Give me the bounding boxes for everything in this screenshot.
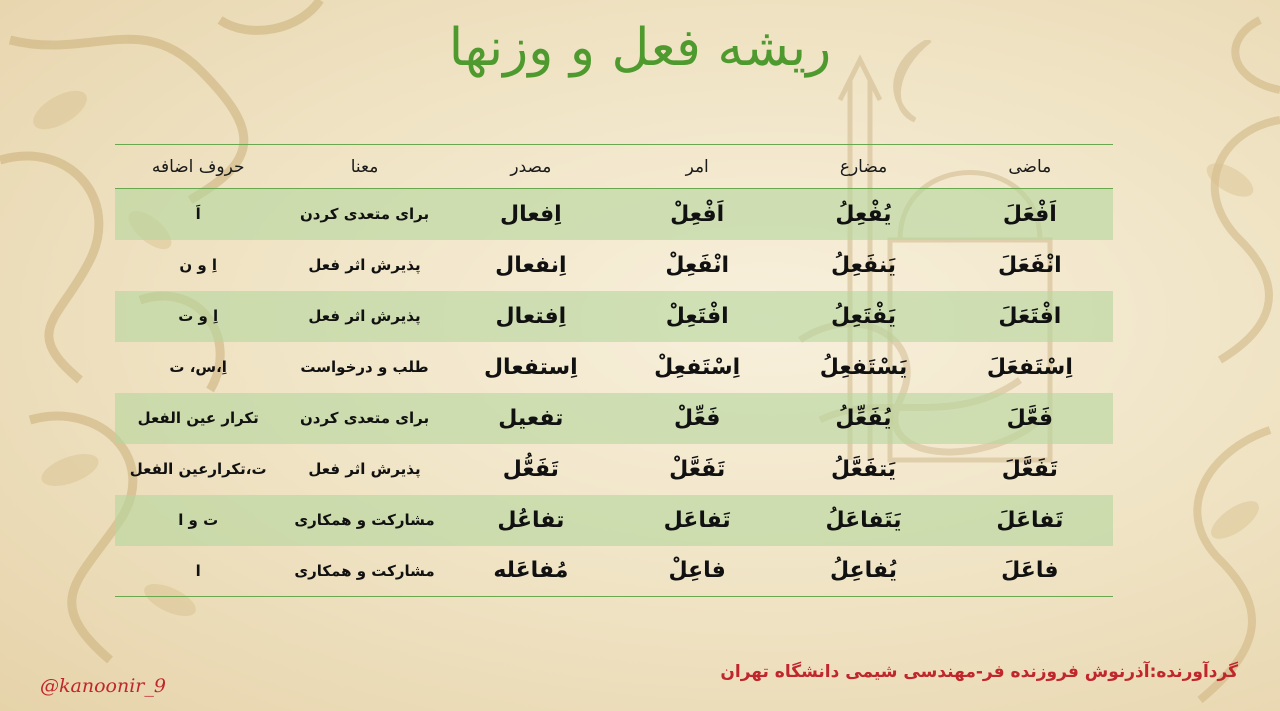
verb-patterns-table [115, 144, 1113, 597]
cell-present: یَسْتَفعِلُ [819, 354, 908, 380]
cell-meaning: مشارکت و همکاری [294, 561, 435, 580]
cell-imperative: افْتَعِلْ [665, 303, 729, 329]
cell-past: اَفْعَلَ [1002, 201, 1057, 227]
cell-added-letters: اِ و ن [179, 256, 218, 274]
cell-present: یَتَفاعَلُ [825, 507, 902, 533]
cell-imperative: فاعِلْ [668, 558, 726, 584]
cell-infinitive: اِنفعال [495, 252, 567, 278]
cell-past: افْتَعَلَ [998, 303, 1062, 329]
cell-past: تَفاعَلَ [996, 507, 1064, 533]
cell-added-letters: اَ [195, 205, 201, 224]
cell-present: یَنفَعِلُ [830, 252, 897, 278]
verb-patterns-table-wrapper [115, 144, 1113, 597]
table-row [115, 240, 1113, 291]
table-row [115, 546, 1113, 597]
cell-meaning: برای متعدی کردن [299, 409, 430, 427]
cell-present: یَفْتَعِلُ [830, 303, 897, 329]
header-imperative: امر [685, 156, 709, 177]
cell-infinitive: مُفاعَله [493, 558, 569, 584]
cell-past: اِسْتَفعَلَ [986, 354, 1073, 380]
table-row [115, 189, 1113, 240]
cell-infinitive: اِفعال [499, 201, 562, 227]
header-added-letters: حروف اضافه [151, 156, 245, 177]
channel-handle: @kanoonir_9 [40, 675, 166, 697]
cell-past: انْفَعَلَ [997, 252, 1062, 278]
cell-imperative: انْفَعِلْ [665, 252, 730, 278]
cell-past: فاعَلَ [1001, 558, 1059, 584]
cell-added-letters: ت،تکرارعین الفعل [129, 460, 267, 478]
table-row [115, 495, 1113, 546]
table-header-row [115, 145, 1113, 189]
cell-meaning: پذیرش اثر فعل [308, 460, 421, 478]
header-infinitive: مصدر [510, 156, 552, 177]
cell-present: یُفَعِّلُ [835, 405, 892, 431]
cell-infinitive: اِفتعال [495, 303, 567, 329]
cell-added-letters: تکرار عین الفعل [137, 409, 259, 427]
cell-added-letters: اِ و ت [178, 307, 219, 325]
cell-present: یُفاعِلُ [829, 558, 898, 584]
cell-infinitive: اِستفعال [483, 354, 578, 380]
cell-added-letters: ا [195, 561, 201, 580]
page-title: ریشه فعل و وزنها [448, 18, 832, 78]
author-credit: گردآورنده:آذرنوش فروزنده فر-مهندسی شیمی دانشگاه تهران [720, 662, 1238, 682]
table-row [115, 291, 1113, 342]
cell-meaning: طلب و درخواست [300, 358, 429, 376]
cell-imperative: اَفْعِلْ [670, 201, 725, 227]
cell-meaning: پذیرش اثر فعل [308, 307, 421, 325]
cell-infinitive: تَفَعُّل [502, 456, 559, 482]
cell-meaning: مشارکت و همکاری [294, 511, 435, 529]
header-past: ماضی [1008, 156, 1052, 177]
cell-added-letters: اِ،س، ت [169, 358, 227, 376]
table-row [115, 342, 1113, 393]
cell-imperative: اِسْتَفعِلْ [654, 354, 741, 380]
cell-added-letters: ت و ا [178, 511, 219, 529]
cell-imperative: تَفاعَل [663, 507, 731, 533]
cell-infinitive: تفاعُل [497, 507, 565, 533]
cell-imperative: تَفَعَّلْ [669, 456, 726, 482]
table-row [115, 444, 1113, 495]
cell-present: یُفْعِلُ [835, 201, 892, 227]
cell-meaning: برای متعدی کردن [299, 205, 430, 224]
cell-past: تَفَعَّلَ [1001, 456, 1058, 482]
header-meaning: معنا [350, 156, 379, 177]
cell-meaning: پذیرش اثر فعل [308, 256, 421, 274]
cell-infinitive: تفعیل [498, 405, 564, 431]
cell-present: یَتفَعَّلُ [830, 456, 897, 482]
header-present: مضارع [839, 156, 888, 177]
cell-imperative: فَعِّلْ [673, 405, 721, 431]
table-row [115, 393, 1113, 444]
cell-past: فَعَّلَ [1006, 405, 1054, 431]
